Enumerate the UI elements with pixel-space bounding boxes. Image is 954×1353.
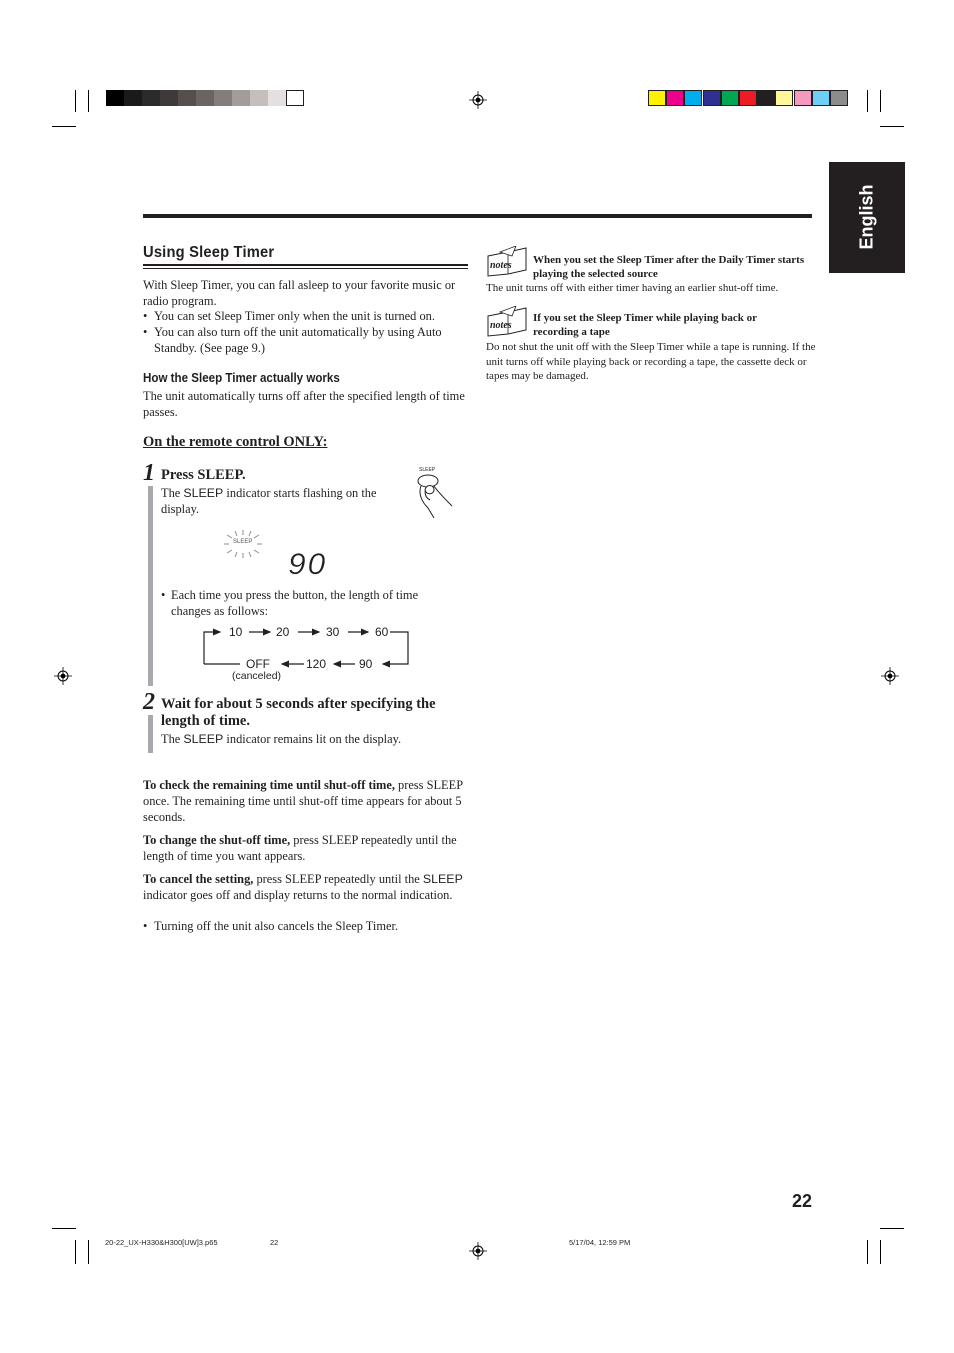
gray-swatch [106, 90, 124, 106]
language-tab-label: English [856, 184, 877, 250]
note-title: If you set the Sleep Timer while playing back or recording a tape [533, 312, 757, 338]
crop-mark [88, 1240, 89, 1264]
color-swatch [775, 90, 793, 106]
sequence-canceled-label: (canceled) [232, 670, 282, 682]
crop-mark [88, 90, 89, 112]
how-it-works-text: The unit automatically turns off after the specified length of time passes. [143, 389, 465, 419]
color-swatch [648, 90, 666, 106]
bullet-item: • You can also turn off the unit automatically by using Auto Standby. (See page 9.) [143, 324, 468, 356]
color-swatch [684, 90, 702, 106]
color-swatch [757, 90, 775, 106]
bullet-text: You can set Sleep Timer only when the unit is turned on. [154, 309, 435, 323]
note-body: The unit turns off with either timer having an earlier shut-off time. [486, 282, 779, 294]
cancel-setting-text: To cancel the setting, press SLEEP repeatedly until the SLEEP indicator goes off and display returns to the normal indication. [143, 872, 463, 902]
crop-mark [880, 126, 904, 127]
registration-mark-icon [54, 667, 72, 685]
section-title: Using Sleep Timer [143, 244, 275, 261]
how-it-works-heading: How the Sleep Timer actually works [143, 371, 340, 385]
gray-swatch [232, 90, 250, 106]
notes-icon-label: notes [490, 260, 512, 271]
color-swatch [739, 90, 757, 106]
footer-page: 22 [270, 1238, 279, 1247]
gray-swatch [196, 90, 214, 106]
title-underline [143, 264, 468, 266]
crop-mark [867, 90, 868, 112]
color-swatch [812, 90, 830, 106]
gray-swatch [142, 90, 160, 106]
gray-swatch [286, 90, 304, 106]
step-title: Press SLEEP. [161, 467, 246, 483]
sleep-display-indicator: SLEEP [233, 539, 253, 545]
crop-mark [867, 1240, 868, 1264]
title-underline-thin [143, 268, 468, 269]
step-bar [148, 715, 153, 753]
color-swatch [794, 90, 812, 106]
gray-swatch [268, 90, 286, 106]
step-number: 1 [143, 460, 155, 486]
sleep-keyword: SLEEP [422, 872, 463, 886]
top-rule [143, 214, 812, 218]
sleep-keyword: SLEEP [183, 486, 224, 500]
bullet-item: • Turning off the unit also cancels the Sleep Timer. [143, 919, 399, 933]
color-swatch [721, 90, 739, 106]
page-number: 22 [792, 1191, 813, 1211]
language-tab [829, 162, 905, 273]
crop-mark [75, 90, 76, 112]
step-body: The SLEEP indicator remains lit on the display. [161, 732, 402, 746]
note-body: Do not shut the unit off with the Sleep Timer while a tape is running. If the unit turns off while playing back or recording a tape, the cassette deck or tapes may be damaged. [486, 341, 816, 382]
sequence-value: 120 [306, 657, 327, 671]
sleep-keyword: SLEEP [183, 732, 224, 746]
registration-mark-icon [469, 1242, 487, 1260]
bullet-text: Turning off the unit also cancels the Sleep Timer. [154, 919, 399, 933]
color-swatch [666, 90, 684, 106]
check-remaining-text: To check the remaining time until shut-off time, press SLEEP once. The remaining time until shut-off time appears for about 5 seconds. [143, 778, 463, 824]
sleep-button-label: SLEEP [419, 467, 436, 473]
gray-swatch [160, 90, 178, 106]
crop-mark [52, 126, 76, 127]
sequence-value: 30 [326, 625, 340, 639]
display-timer-value: 90 [288, 548, 328, 581]
step-title: Wait for about 5 seconds after specifying the length of time. [161, 696, 436, 729]
bullet-item: • Each time you press the button, the length of time changes as follows: [161, 587, 451, 619]
bullet-text: Each time you press the button, the length of time changes as follows: [171, 588, 419, 618]
bullet-item: • You can set Sleep Timer only when the unit is turned on. [143, 309, 435, 323]
step-bar [148, 486, 153, 686]
crop-mark [880, 90, 881, 112]
footer-timestamp: 5/17/04, 12:59 PM [569, 1238, 631, 1247]
bullet-text: You can also turn off the unit automatically by using Auto Standby. (See page 9.) [154, 325, 442, 355]
sequence-value: 90 [359, 657, 373, 671]
sequence-value: 10 [229, 625, 243, 639]
gray-swatch [214, 90, 232, 106]
gray-swatch [124, 90, 142, 106]
registration-mark-icon [469, 91, 487, 109]
crop-mark [75, 1240, 76, 1264]
crop-mark [52, 1228, 76, 1229]
color-swatch [703, 90, 721, 106]
step-body: The SLEEP indicator starts flashing on the display. [161, 486, 377, 516]
sequence-value: 60 [375, 625, 389, 639]
intro-text: With Sleep Timer, you can fall asleep to your favorite music or radio program. [143, 278, 456, 308]
finger-pressing-button-icon [412, 472, 458, 520]
crop-mark [880, 1240, 881, 1264]
footer-filename: 20-22_UX-H330&H300[UW]3.p65 [105, 1238, 218, 1247]
note-title: When you set the Sleep Timer after the Daily Timer starts playing the selected source [533, 254, 805, 280]
step-number: 2 [143, 689, 155, 715]
registration-mark-icon [881, 667, 899, 685]
gray-swatch [178, 90, 196, 106]
notes-icon-label: notes [490, 320, 512, 331]
color-swatch [830, 90, 848, 106]
sequence-value: 20 [276, 625, 290, 639]
gray-swatch [250, 90, 268, 106]
sequence-value: OFF [246, 657, 270, 671]
crop-mark [880, 1228, 904, 1229]
change-shutoff-text: To change the shut-off time, press SLEEP repeatedly until the length of time you want appears. [143, 833, 457, 863]
remote-only-heading: On the remote control ONLY: [143, 434, 328, 450]
